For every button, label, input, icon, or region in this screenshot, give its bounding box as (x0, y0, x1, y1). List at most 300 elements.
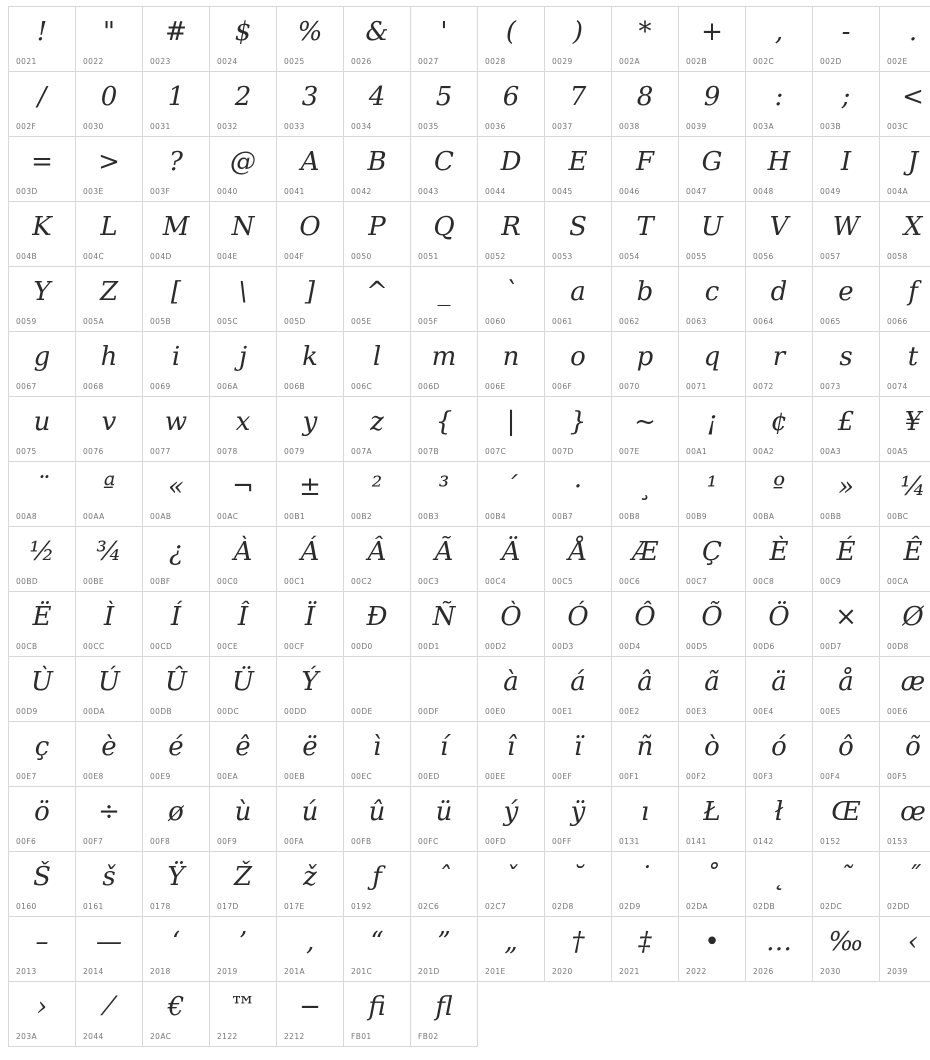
glyph-cell[interactable] (9, 852, 76, 917)
glyph-cell[interactable] (143, 722, 210, 787)
glyph-character: A (300, 147, 320, 177)
glyph-cell[interactable] (545, 787, 612, 852)
glyph-cell[interactable] (746, 917, 813, 982)
glyph-cell[interactable] (76, 72, 143, 137)
glyph-cell[interactable] (344, 397, 411, 462)
glyph-cell[interactable] (143, 657, 210, 722)
glyph-cell[interactable] (9, 7, 76, 72)
glyph-cell[interactable] (9, 657, 76, 722)
glyph-cell[interactable] (344, 462, 411, 527)
glyph-cell[interactable] (880, 917, 930, 982)
glyph-cell[interactable] (612, 332, 679, 397)
glyph-character: Â (367, 537, 387, 567)
glyph-codepoint: 20AC (150, 1032, 172, 1041)
glyph-cell[interactable] (813, 527, 880, 592)
glyph-cell[interactable] (277, 267, 344, 332)
glyph-cell[interactable] (210, 7, 277, 72)
glyph-cell[interactable] (813, 722, 880, 787)
glyph-cell[interactable] (612, 397, 679, 462)
glyph-cell[interactable] (478, 787, 545, 852)
glyph-codepoint: 002A (619, 57, 641, 66)
glyph-cell[interactable] (813, 852, 880, 917)
glyph-cell[interactable] (612, 592, 679, 657)
glyph-cell[interactable] (746, 7, 813, 72)
glyph-codepoint: 0044 (485, 187, 506, 196)
glyph-cell[interactable] (679, 332, 746, 397)
glyph-cell[interactable] (679, 527, 746, 592)
glyph-codepoint: 00C6 (619, 577, 641, 586)
glyph-cell[interactable] (679, 852, 746, 917)
glyph-character: * (638, 17, 652, 47)
glyph-cell[interactable] (411, 917, 478, 982)
glyph-cell[interactable] (277, 72, 344, 137)
glyph-codepoint: 00E8 (83, 772, 104, 781)
glyph-codepoint: 00EA (217, 772, 239, 781)
glyph-cell[interactable] (76, 397, 143, 462)
glyph-cell[interactable] (478, 7, 545, 72)
glyph-cell[interactable] (679, 137, 746, 202)
glyph-cell[interactable] (411, 527, 478, 592)
glyph-cell[interactable] (277, 592, 344, 657)
glyph-cell[interactable] (76, 722, 143, 787)
glyph-cell[interactable] (210, 397, 277, 462)
glyph-cell[interactable] (344, 7, 411, 72)
glyph-codepoint: 0141 (686, 837, 707, 846)
glyph-cell[interactable] (277, 787, 344, 852)
glyph-character: y (302, 407, 318, 437)
glyph-character: ﬂ (435, 992, 453, 1022)
glyph-cell[interactable] (344, 722, 411, 787)
glyph-cell[interactable] (612, 137, 679, 202)
glyph-cell[interactable] (478, 332, 545, 397)
glyph-codepoint: 003B (820, 122, 842, 131)
glyph-cell[interactable] (344, 202, 411, 267)
glyph-cell[interactable] (679, 592, 746, 657)
glyph-cell[interactable] (880, 397, 930, 462)
glyph-character: ‘ (171, 927, 181, 957)
glyph-cell[interactable] (880, 332, 930, 397)
glyph-codepoint: 00E4 (753, 707, 774, 716)
glyph-cell[interactable] (344, 332, 411, 397)
glyph-cell[interactable] (277, 527, 344, 592)
glyph-character: ı (640, 797, 650, 827)
glyph-cell[interactable] (277, 7, 344, 72)
glyph-character: " (103, 17, 115, 47)
glyph-cell[interactable] (813, 592, 880, 657)
glyph-cell[interactable] (277, 917, 344, 982)
glyph-cell[interactable] (813, 917, 880, 982)
glyph-cell[interactable] (277, 852, 344, 917)
glyph-cell[interactable] (277, 332, 344, 397)
glyph-character: : (774, 82, 784, 112)
glyph-cell[interactable] (545, 332, 612, 397)
glyph-cell[interactable] (210, 657, 277, 722)
glyph-cell[interactable] (210, 787, 277, 852)
glyph-cell[interactable] (411, 657, 478, 722)
glyph-cell[interactable] (76, 267, 143, 332)
glyph-character: ÿ (570, 797, 586, 827)
glyph-character: ‰ (828, 927, 864, 957)
glyph-cell[interactable] (277, 982, 344, 1047)
glyph-codepoint: 0047 (686, 187, 707, 196)
glyph-cell[interactable] (478, 202, 545, 267)
glyph-cell[interactable] (344, 852, 411, 917)
glyph-cell[interactable] (746, 787, 813, 852)
glyph-character: ä (771, 667, 787, 697)
glyph-cell[interactable] (612, 722, 679, 787)
glyph-character: \ (238, 277, 248, 307)
glyph-cell[interactable] (344, 982, 411, 1047)
glyph-cell[interactable] (9, 397, 76, 462)
glyph-cell[interactable] (210, 852, 277, 917)
glyph-character: % (297, 17, 323, 47)
glyph-codepoint: 00CC (83, 642, 105, 651)
glyph-character: - (841, 17, 851, 47)
glyph-cell[interactable] (880, 787, 930, 852)
glyph-cell[interactable] (411, 332, 478, 397)
glyph-cell[interactable] (612, 7, 679, 72)
glyph-cell[interactable] (411, 397, 478, 462)
glyph-character: » (838, 472, 854, 502)
glyph-codepoint: 0192 (351, 902, 372, 911)
glyph-codepoint: 00B1 (284, 512, 306, 521)
glyph-cell[interactable] (478, 397, 545, 462)
glyph-cell[interactable] (344, 267, 411, 332)
glyph-cell[interactable] (411, 72, 478, 137)
glyph-cell[interactable] (612, 917, 679, 982)
glyph-row (9, 397, 930, 462)
glyph-cell[interactable] (76, 137, 143, 202)
glyph-cell[interactable] (612, 72, 679, 137)
glyph-codepoint: 006E (485, 382, 506, 391)
glyph-codepoint: 007D (552, 447, 574, 456)
glyph-character: Ÿ (167, 862, 185, 892)
glyph-cell[interactable] (210, 527, 277, 592)
glyph-cell[interactable] (9, 722, 76, 787)
glyph-character: È (769, 537, 789, 567)
glyph-cell[interactable] (478, 722, 545, 787)
glyph-cell[interactable] (478, 72, 545, 137)
glyph-cell[interactable] (880, 202, 930, 267)
glyph-cell[interactable] (478, 137, 545, 202)
glyph-cell[interactable] (210, 982, 277, 1047)
glyph-codepoint: 00DC (217, 707, 240, 716)
glyph-cell[interactable] (277, 397, 344, 462)
glyph-cell[interactable] (478, 527, 545, 592)
glyph-codepoint: 00F6 (16, 837, 37, 846)
glyph-codepoint: 00DA (83, 707, 105, 716)
glyph-character: á (570, 667, 586, 697)
glyph-cell[interactable] (9, 202, 76, 267)
glyph-cell[interactable] (679, 397, 746, 462)
glyph-cell[interactable] (143, 7, 210, 72)
glyph-codepoint: 005B (150, 317, 172, 326)
glyph-cell[interactable] (679, 72, 746, 137)
glyph-character: w (164, 407, 188, 437)
glyph-codepoint: 0048 (753, 187, 774, 196)
glyph-cell[interactable] (880, 137, 930, 202)
glyph-cell[interactable] (277, 462, 344, 527)
glyph-cell[interactable] (411, 787, 478, 852)
glyph-cell[interactable] (210, 202, 277, 267)
glyph-cell[interactable] (76, 332, 143, 397)
glyph-character: Ù (31, 667, 53, 697)
glyph-cell[interactable] (746, 332, 813, 397)
glyph-cell[interactable] (746, 592, 813, 657)
glyph-cell[interactable] (344, 72, 411, 137)
glyph-character: ¹ (706, 472, 718, 502)
glyph-cell[interactable] (545, 267, 612, 332)
glyph-codepoint: 007C (485, 447, 507, 456)
glyph-codepoint: 0076 (83, 447, 104, 456)
glyph-character: ’ (238, 927, 248, 957)
glyph-character: ¨ (35, 472, 49, 502)
glyph-cell[interactable] (545, 657, 612, 722)
glyph-cell[interactable] (143, 397, 210, 462)
glyph-cell[interactable] (210, 332, 277, 397)
glyph-cell[interactable] (746, 72, 813, 137)
glyph-cell[interactable] (76, 462, 143, 527)
glyph-cell[interactable] (411, 462, 478, 527)
glyph-cell[interactable] (143, 917, 210, 982)
glyph-cell[interactable] (612, 787, 679, 852)
glyph-codepoint: 00C7 (686, 577, 708, 586)
glyph-cell[interactable] (210, 917, 277, 982)
glyph-character: Ò (500, 602, 522, 632)
glyph-cell[interactable] (143, 852, 210, 917)
glyph-cell[interactable] (478, 657, 545, 722)
glyph-codepoint: 00B2 (351, 512, 373, 521)
glyph-cell[interactable] (612, 852, 679, 917)
glyph-cell[interactable] (76, 527, 143, 592)
glyph-cell[interactable] (813, 72, 880, 137)
glyph-cell[interactable] (813, 787, 880, 852)
glyph-cell[interactable] (880, 267, 930, 332)
glyph-cell[interactable] (679, 722, 746, 787)
glyph-cell[interactable] (344, 527, 411, 592)
glyph-cell[interactable] (545, 72, 612, 137)
glyph-cell[interactable] (76, 917, 143, 982)
glyph-table-body (9, 7, 930, 1047)
glyph-cell[interactable] (478, 852, 545, 917)
glyph-cell[interactable] (746, 722, 813, 787)
glyph-row (9, 202, 930, 267)
glyph-character: a (570, 277, 586, 307)
glyph-cell[interactable] (746, 657, 813, 722)
glyph-cell[interactable] (210, 462, 277, 527)
glyph-cell[interactable] (679, 267, 746, 332)
glyph-cell[interactable] (545, 527, 612, 592)
glyph-codepoint: 00A3 (820, 447, 842, 456)
glyph-character: œ (900, 797, 926, 827)
glyph-cell[interactable] (411, 982, 478, 1047)
glyph-codepoint: 006C (351, 382, 373, 391)
glyph-cell[interactable] (344, 917, 411, 982)
glyph-character: ‚ (305, 927, 315, 957)
glyph-cell[interactable] (277, 657, 344, 722)
glyph-codepoint: 00A2 (753, 447, 775, 456)
glyph-cell[interactable] (545, 852, 612, 917)
glyph-codepoint: 0030 (83, 122, 104, 131)
glyph-cell[interactable] (813, 7, 880, 72)
glyph-cell[interactable] (210, 137, 277, 202)
glyph-cell[interactable] (880, 72, 930, 137)
glyph-cell[interactable] (679, 917, 746, 982)
glyph-row (9, 137, 930, 202)
glyph-cell[interactable] (880, 657, 930, 722)
glyph-codepoint: 006F (552, 382, 573, 391)
glyph-cell[interactable] (9, 137, 76, 202)
glyph-cell[interactable] (679, 787, 746, 852)
glyph-codepoint: 0068 (83, 382, 104, 391)
glyph-cell[interactable] (679, 7, 746, 72)
glyph-cell[interactable] (76, 202, 143, 267)
glyph-cell[interactable] (746, 852, 813, 917)
glyph-cell[interactable] (612, 527, 679, 592)
glyph-cell[interactable] (76, 852, 143, 917)
glyph-cell[interactable] (277, 202, 344, 267)
glyph-cell[interactable] (746, 527, 813, 592)
glyph-cell[interactable] (344, 592, 411, 657)
glyph-cell[interactable] (478, 592, 545, 657)
glyph-cell[interactable] (411, 722, 478, 787)
glyph-cell[interactable] (545, 137, 612, 202)
glyph-cell[interactable] (478, 267, 545, 332)
glyph-cell[interactable] (277, 722, 344, 787)
glyph-cell[interactable] (76, 592, 143, 657)
glyph-codepoint: 00C0 (217, 577, 239, 586)
glyph-cell[interactable] (344, 137, 411, 202)
glyph-cell[interactable] (210, 72, 277, 137)
glyph-cell[interactable] (746, 137, 813, 202)
glyph-cell[interactable] (9, 917, 76, 982)
glyph-cell[interactable] (9, 787, 76, 852)
glyph-cell[interactable] (478, 462, 545, 527)
glyph-cell[interactable] (143, 72, 210, 137)
glyph-cell[interactable] (411, 852, 478, 917)
glyph-cell[interactable] (210, 592, 277, 657)
glyph-cell[interactable] (76, 657, 143, 722)
glyph-cell[interactable] (9, 982, 76, 1047)
glyph-character: … (766, 927, 792, 957)
glyph-cell[interactable] (746, 462, 813, 527)
glyph-cell[interactable] (880, 592, 930, 657)
glyph-cell[interactable] (880, 527, 930, 592)
glyph-codepoint: 00FB (351, 837, 372, 846)
glyph-cell[interactable] (9, 72, 76, 137)
glyph-codepoint: 0075 (16, 447, 37, 456)
glyph-cell[interactable] (679, 202, 746, 267)
glyph-cell[interactable] (76, 982, 143, 1047)
glyph-cell[interactable] (545, 462, 612, 527)
glyph-character: × (835, 602, 857, 632)
glyph-character: h (100, 342, 118, 372)
glyph-cell[interactable] (143, 982, 210, 1047)
glyph-cell[interactable] (210, 722, 277, 787)
glyph-cell[interactable] (746, 397, 813, 462)
glyph-cell[interactable] (411, 137, 478, 202)
glyph-cell[interactable] (545, 917, 612, 982)
glyph-row (9, 852, 930, 917)
glyph-cell[interactable] (813, 332, 880, 397)
glyph-cell[interactable] (813, 267, 880, 332)
glyph-cell[interactable] (612, 657, 679, 722)
glyph-codepoint: 0025 (284, 57, 305, 66)
glyph-cell[interactable] (344, 657, 411, 722)
glyph-codepoint: 2212 (284, 1032, 305, 1041)
glyph-cell[interactable] (411, 592, 478, 657)
glyph-cell[interactable] (9, 332, 76, 397)
glyph-cell[interactable] (545, 397, 612, 462)
glyph-codepoint: 0142 (753, 837, 774, 846)
glyph-cell[interactable] (9, 267, 76, 332)
glyph-cell[interactable] (143, 592, 210, 657)
glyph-cell[interactable] (612, 267, 679, 332)
glyph-cell[interactable] (813, 462, 880, 527)
glyph-codepoint: 005F (418, 317, 439, 326)
glyph-cell[interactable] (9, 462, 76, 527)
glyph-cell[interactable] (545, 722, 612, 787)
glyph-character: Á (300, 537, 320, 567)
glyph-codepoint: 02C7 (485, 902, 507, 911)
glyph-cell[interactable] (344, 787, 411, 852)
glyph-cell[interactable] (612, 202, 679, 267)
glyph-cell[interactable] (143, 202, 210, 267)
glyph-cell[interactable] (143, 527, 210, 592)
glyph-cell[interactable] (880, 722, 930, 787)
glyph-character: † (571, 927, 585, 957)
glyph-cell[interactable] (411, 7, 478, 72)
glyph-cell[interactable] (746, 202, 813, 267)
glyph-codepoint: 00D9 (16, 707, 38, 716)
glyph-codepoint: 00B3 (418, 512, 440, 521)
glyph-cell[interactable] (9, 527, 76, 592)
glyph-cell[interactable] (143, 137, 210, 202)
glyph-cell[interactable] (813, 137, 880, 202)
glyph-codepoint: 00F5 (887, 772, 908, 781)
glyph-cell[interactable] (545, 202, 612, 267)
glyph-codepoint: 0036 (485, 122, 506, 131)
glyph-codepoint: 00E9 (150, 772, 171, 781)
glyph-cell[interactable] (143, 787, 210, 852)
glyph-character: « (168, 472, 184, 502)
glyph-cell[interactable] (880, 462, 930, 527)
glyph-cell[interactable] (76, 7, 143, 72)
glyph-cell[interactable] (813, 397, 880, 462)
glyph-cell[interactable] (612, 462, 679, 527)
glyph-cell[interactable] (679, 657, 746, 722)
glyph-cell[interactable] (813, 657, 880, 722)
glyph-cell[interactable] (143, 462, 210, 527)
glyph-cell[interactable] (880, 852, 930, 917)
glyph-cell[interactable] (411, 202, 478, 267)
glyph-character: õ (905, 732, 921, 762)
glyph-cell[interactable] (9, 592, 76, 657)
glyph-cell[interactable] (813, 202, 880, 267)
glyph-cell[interactable] (76, 787, 143, 852)
glyph-cell[interactable] (143, 267, 210, 332)
glyph-cell[interactable] (143, 332, 210, 397)
glyph-cell[interactable] (746, 267, 813, 332)
glyph-cell[interactable] (411, 267, 478, 332)
glyph-cell[interactable] (210, 267, 277, 332)
glyph-cell[interactable] (880, 7, 930, 72)
glyph-cell[interactable] (545, 7, 612, 72)
glyph-cell[interactable] (679, 462, 746, 527)
glyph-cell[interactable] (545, 592, 612, 657)
glyph-cell[interactable] (478, 917, 545, 982)
glyph-cell[interactable] (277, 137, 344, 202)
